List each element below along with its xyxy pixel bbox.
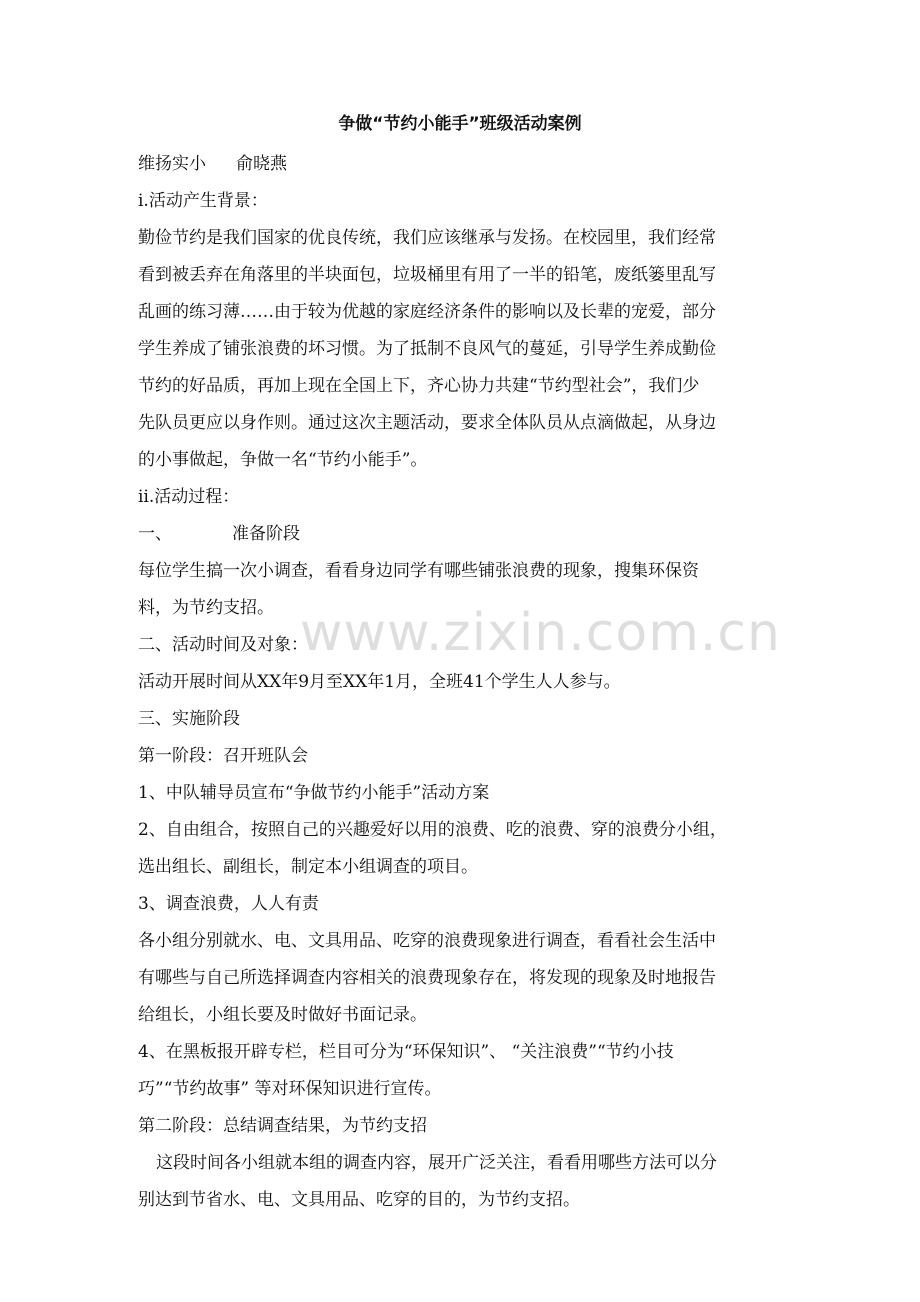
author-name: 俞晓燕 xyxy=(236,154,287,174)
prep-line: 料，为节约支招。 xyxy=(138,598,274,618)
background-line: 学生养成了铺张浪费的坏习惯。为了抵制不良风气的蔓延，引导学生养成勤俭 xyxy=(138,339,716,359)
list-item-2-line: 2、自由组合，按照自己的兴趣爱好以用的浪费、吃的浪费、穿的浪费分小组， xyxy=(138,820,727,840)
author-line xyxy=(138,146,778,183)
list-item-3-line: 各小组分别就水、电、文具用品、吃穿的浪费现象进行调查，看看社会生活中 xyxy=(138,931,716,951)
prep-number: 一、 xyxy=(138,524,172,544)
phase2-line: 别达到节省水、电、文具用品、吃穿的目的，为节约支招。 xyxy=(138,1190,580,1210)
list-item-3-line: 给组长，小组长要及时做好书面记录。 xyxy=(138,1005,427,1025)
list-item-4-line: 4、在黑板报开辟专栏，栏目可分为“环保知识”、 “关注浪费”“节约小技 xyxy=(138,1042,674,1062)
section1-heading: ⅰ.活动产生背景： xyxy=(138,191,268,211)
document-body xyxy=(138,146,781,1219)
document-title: 争做“节约小能手”班级活动案例 xyxy=(338,114,582,134)
watermark: www.zixin.com.cn xyxy=(300,603,781,663)
phase2-heading: 第二阶段：总结调查结果，为节约支招 xyxy=(138,1116,427,1136)
background-line: 乱画的练习薄……由于较为优越的家庭经济条件的影响以及长辈的宠爱，部分 xyxy=(138,302,716,322)
list-item-2-line: 选出组长、副组长，制定本小组调查的项目。 xyxy=(138,857,478,877)
background-line: 勤俭节约是我们国家的优良传统，我们应该继承与发扬。在校园里，我们经常 xyxy=(138,228,716,248)
phase2-line: 这段时间各小组就本组的调查内容，展开广泛关注，看看用哪些方法可以分 xyxy=(156,1153,717,1173)
section2-heading: ⅱ.活动过程： xyxy=(138,487,240,507)
background-line: 的小事做起，争做一名“节约小能手”。 xyxy=(138,450,428,470)
prep-stage-heading xyxy=(138,516,778,553)
list-item-4-line: 巧”“节约故事” 等对环保知识进行宣传。 xyxy=(138,1079,442,1099)
list-item-1: 1、中队辅导员宣布“争做节约小能手”活动方案 xyxy=(138,783,490,803)
list-item-3: 3、调查浪费，人人有责 xyxy=(138,894,319,914)
time-line: 活动开展时间从XX年9月至XX年1月，全班41个学生人人参与。 xyxy=(138,672,621,692)
list-item-3-line: 有哪些与自己所选择调查内容相关的浪费现象存在，将发现的现象及时地报告 xyxy=(138,968,716,988)
background-line: 先队员更应以身作则。通过这次主题活动，要求全体队员从点滴做起，从身边 xyxy=(138,413,716,433)
prep-title: 准备阶段 xyxy=(232,524,300,544)
prep-line: 每位学生搞一次小调查，看看身边同学有哪些铺张浪费的现象，搜集环保资 xyxy=(138,561,699,581)
author-school: 维扬实小 xyxy=(138,154,206,174)
time-heading: 二、活动时间及对象： xyxy=(138,635,308,655)
phase1-heading: 第一阶段：召开班队会 xyxy=(138,746,308,766)
background-line: 看到被丢弃在角落里的半块面包，垃圾桶里有用了一半的铅笔，废纸篓里乱写 xyxy=(138,265,716,285)
impl-heading: 三、实施阶段 xyxy=(138,709,240,729)
background-line: 节约的好品质，再加上现在全国上下，齐心协力共建“节约型社会”，我们少 xyxy=(138,376,700,396)
